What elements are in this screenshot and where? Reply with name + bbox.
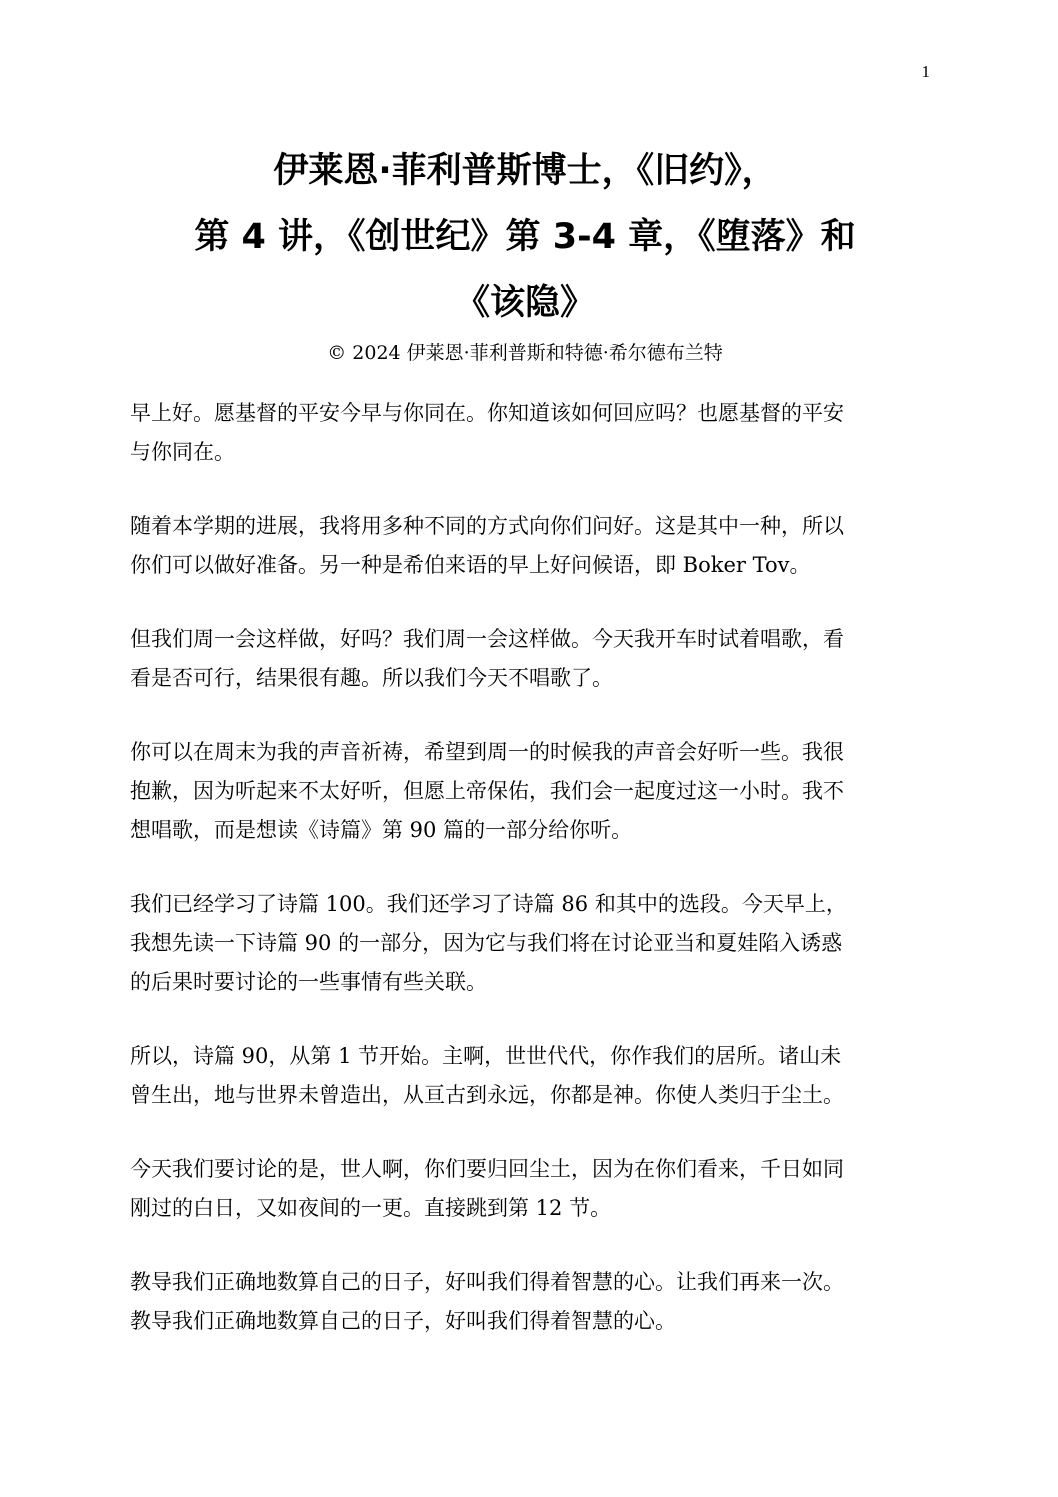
paragraph: 今天我们要讨论的是，世人啊，你们要归回尘土，因为在你们看来，千日如同 刚过的白日，又如夜间的一更。直接跳到第 12 节。 [130, 1157, 844, 1220]
document-header [130, 138, 920, 368]
paragraph: 我们已经学习了诗篇 100。我们还学习了诗篇 86 和其中的选段。今天早上， 我想先读一下诗篇 90 的一部分，因为它与我们将在讨论亚当和夏娃陷入诱惑 的后果时要讨论的一些事情有些关联。 [130, 892, 847, 994]
paragraph: 你可以在周末为我的声音祈祷，希望到周一的时候我的声音会好听一些。我很 抱歉，因为听起来不太好听，但愿上帝保佑，我们会一起度过这一小时。我不 想唱歌，而是想读《诗篇》第 90 篇的一部分给你听。 [130, 740, 844, 842]
document-title-line-1: 伊莱恩·菲利普斯博士，《旧约》， [273, 151, 777, 191]
paragraph: 早上好。愿基督的平安今早与你同在。你知道该如何回应吗？也愿基督的平安 与你同在。 [130, 401, 844, 464]
document-title-line-2: 第 4 讲，《创世纪》第 3-4 章，《堕落》和 [194, 217, 856, 257]
copyright-notice: © 2024 伊莱恩·菲利普斯和特德·希尔德布兰特 [327, 342, 723, 364]
document-body [130, 394, 920, 1376]
paragraph: 但我们周一会这样做，好吗？我们周一会这样做。今天我开车时试着唱歌，看 看是否可行，结果很有趣。所以我们今天不唱歌了。 [130, 627, 844, 690]
document-title-line-3: 《该隐》 [454, 283, 595, 323]
paragraph: 所以，诗篇 90，从第 1 节开始。主啊，世世代代，你作我们的居所。诸山未 曾生出，地与世界未曾造出，从亘古到永远，你都是神。你使人类归于尘土。 [130, 1044, 844, 1107]
paragraph: 随着本学期的进展，我将用多种不同的方式向你们问好。这是其中一种，所以 你们可以做好准备。另一种是希伯来语的早上好问候语，即 Boker Tov。 [130, 514, 844, 577]
page-number: 1 [921, 62, 930, 81]
paragraph: 教导我们正确地数算自己的日子，好叫我们得着智慧的心。让我们再来一次。 教导我们正确地数算自己的日子，好叫我们得着智慧的心。 [130, 1270, 844, 1333]
